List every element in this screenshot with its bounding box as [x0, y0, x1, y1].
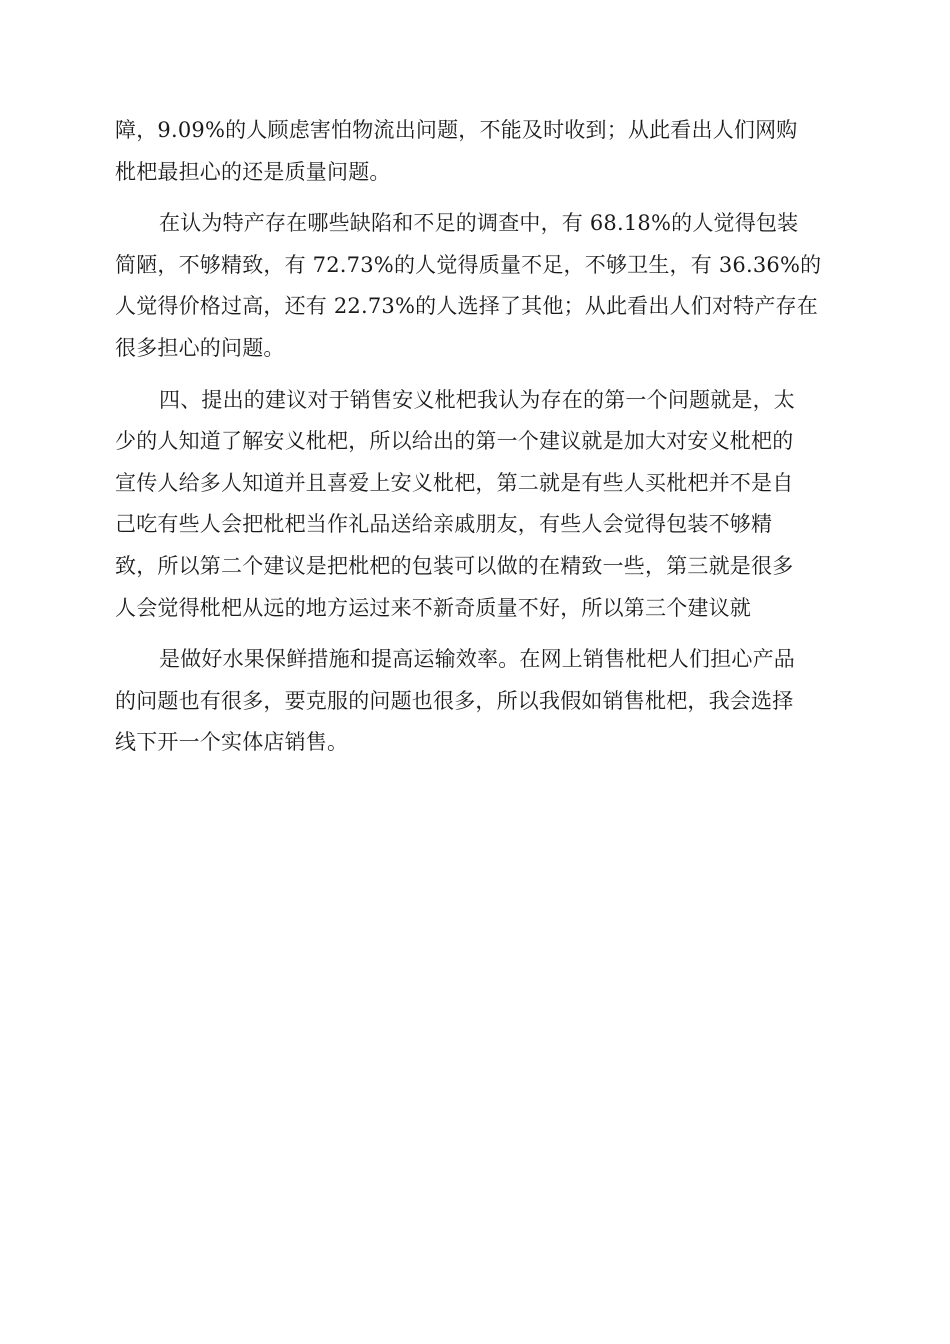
text-line: 致，所以第二个建议是把枇杷的包装可以做的在精致一些，第三就是很多 [115, 553, 794, 578]
text-line: 四、提出的建议对于销售安义枇杷我认为存在的第一个问题就是，太 [159, 387, 795, 412]
paragraph-3 [115, 380, 835, 630]
text-line: 己吃有些人会把枇杷当作礼品送给亲戚朋友，有些人会觉得包装不够精 [115, 512, 773, 537]
paragraph-4 [115, 639, 835, 764]
paragraph-spacer [115, 193, 835, 203]
paragraph-spacer [115, 370, 835, 380]
text-line: 是做好水果保鲜措施和提高运输效率。在网上销售枇杷人们担心产品 [159, 647, 795, 672]
text-line: 少的人知道了解安义枇杷，所以给出的第一个建议就是加大对安义枇杷的 [115, 429, 794, 454]
text-line: 在认为特产存在哪些缺陷和不足的调查中，有 68.18%的人觉得包装 [159, 211, 799, 236]
paragraph-2 [115, 203, 835, 369]
text-line: 的问题也有很多，要克服的问题也很多，所以我假如销售枇杷，我会选择 [115, 688, 794, 713]
text-line: 人觉得价格过高，还有 22.73%的人选择了其他；从此看出人们对特产存在 [115, 294, 818, 319]
paragraph-spacer [115, 629, 835, 639]
text-line: 障，9.09%的人顾虑害怕物流出问题，不能及时收到；从此看出人们网购 [115, 118, 798, 142]
text-line: 枇杷最担心的还是质量问题。 [115, 159, 391, 184]
text-line: 人会觉得枇杷从远的地方运过来不新奇质量不好，所以第三个建议就 [115, 595, 751, 620]
text-line: 简陋，不够精致，有 72.73%的人觉得质量不足，不够卫生，有 36.36%的 [115, 252, 822, 277]
paragraph-1 [115, 110, 835, 193]
document-page [115, 110, 835, 764]
text-line: 宣传人给多人知道并且喜爱上安义枇杷，第二就是有些人买枇杷并不是自 [115, 470, 794, 495]
text-line: 很多担心的问题。 [115, 335, 285, 360]
text-line: 线下开一个实体店销售。 [115, 730, 349, 755]
